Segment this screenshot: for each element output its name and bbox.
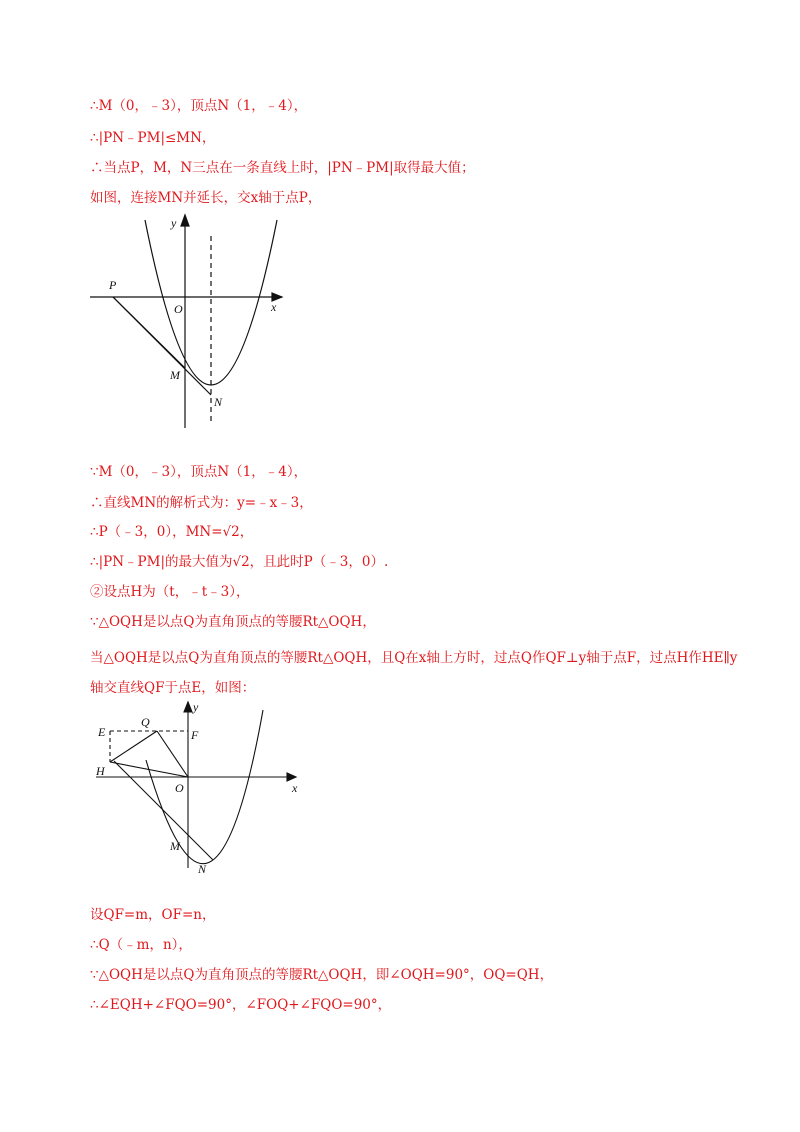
- fig2-label-M: M: [170, 839, 180, 853]
- fig2-label-F: F: [191, 728, 199, 742]
- fig2-label-H: H: [96, 764, 105, 778]
- fig2-segment-HQ: [110, 731, 157, 762]
- fig2-label-x: x: [292, 781, 298, 795]
- fig2-label-O: O: [175, 781, 184, 795]
- fig2-label-Q: Q: [141, 715, 150, 729]
- fig1-label-O: O: [174, 302, 183, 316]
- fig1-label-x: x: [271, 300, 277, 314]
- fig2-label-E: E: [98, 725, 106, 739]
- fig1-label-P: P: [109, 278, 117, 292]
- text-line-4: 如图，连接MN并延长，交x轴于点P，: [90, 190, 322, 206]
- text-line-1: ∴M（0，﹣3），顶点N（1，﹣4），: [90, 98, 308, 114]
- text-line-11: 当△OQH是以点Q为直角顶点的等腰Rt△OQH，且Q在x轴上方时，过点Q作QF⊥y轴于点F，过点H作HE∥y轴交直线QF于点E，如图：: [90, 650, 738, 696]
- text-line-13: ∴Q（﹣m，n），: [90, 937, 192, 953]
- text-line-14: ∵△OQH是以点Q为直角顶点的等腰Rt△OQH，即∠OQH=90°，OQ=QH，: [90, 967, 554, 983]
- fig2-segment-HO: [110, 762, 188, 777]
- fig2-parabola: [146, 710, 263, 864]
- text-line-12: 设QF=m，OF=n，: [90, 907, 216, 923]
- text-line-2: ∴|PN﹣PM|≤MN，: [90, 130, 216, 146]
- text-line-10: ∵△OQH是以点Q为直角顶点的等腰Rt△OQH，: [90, 614, 376, 630]
- fig2-segment-QO: [157, 731, 188, 777]
- fig1-label-y: y: [171, 216, 177, 230]
- text-line-3: ∴当点P，M，N三点在一条直线上时，|PN﹣PM|取得最大值；: [90, 160, 475, 176]
- text-line-9: ②设点H为（t，﹣t﹣3），: [90, 584, 250, 600]
- fig2-y-arrow: [184, 702, 192, 712]
- text-line-7: ∴P（﹣3，0），MN=√2，: [90, 524, 254, 540]
- fig2-line-MN: [114, 761, 213, 860]
- text-line-5: ∵M（0，﹣3），顶点N（1，﹣4），: [90, 464, 308, 480]
- text-line-6: ∴直线MN的解析式为：y=﹣x﹣3，: [90, 495, 313, 511]
- fig2-label-y: y: [193, 700, 199, 714]
- fig1-label-N: N: [214, 395, 223, 409]
- fig2-x-arrow: [287, 773, 296, 781]
- text-line-8: ∴|PN﹣PM|的最大值为√2，且此时P（﹣3，0）.: [90, 554, 389, 570]
- fig1-label-M: M: [170, 368, 180, 382]
- text-line-15: ∴∠EQH+∠FQO=90°，∠FOQ+∠FQO=90°，: [90, 997, 392, 1013]
- fig2-label-N: N: [198, 862, 207, 876]
